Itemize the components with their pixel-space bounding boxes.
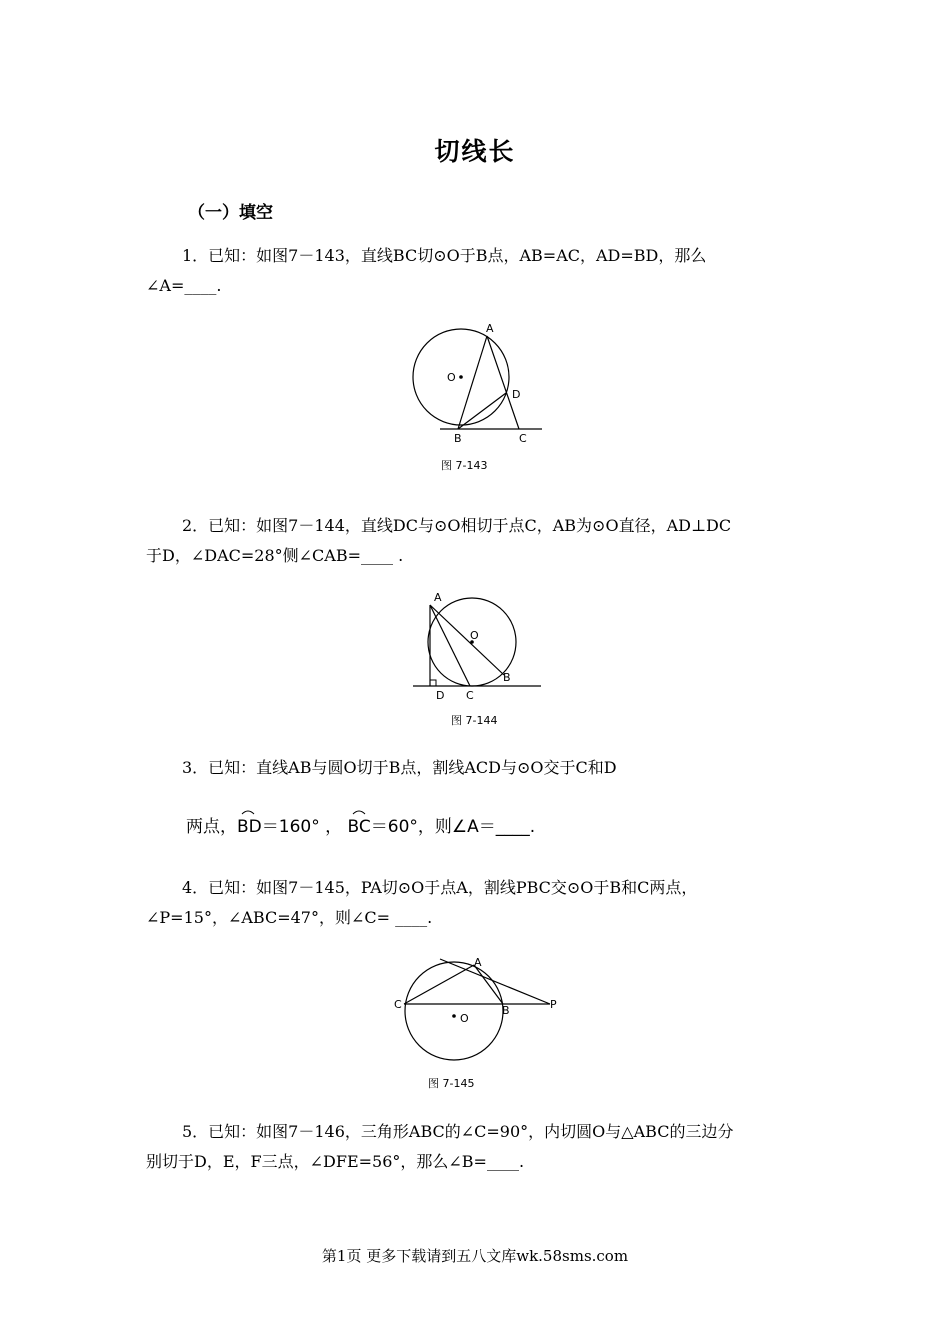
arc-bc-label: BC	[347, 817, 371, 837]
question-3-formula	[186, 815, 535, 839]
label-b: B	[503, 671, 511, 684]
arc-bd-label: BD	[237, 817, 262, 837]
label-b: B	[502, 1004, 510, 1017]
section-heading: （一）填空	[188, 203, 273, 223]
segment-ab	[474, 965, 503, 1004]
label-p: P	[550, 998, 557, 1011]
right-angle-mark	[430, 680, 436, 686]
figure-7-144	[410, 588, 550, 728]
question-1-line-2: ∠A=____.	[146, 276, 222, 295]
tangent-pa	[440, 959, 550, 1004]
formula-sep: ，	[325, 817, 343, 837]
segment-ab	[458, 336, 487, 429]
label-c: C	[466, 689, 474, 702]
figure-caption: 图 7-144	[451, 714, 498, 727]
formula-prefix: 两点，	[186, 817, 237, 837]
label-c: C	[394, 998, 402, 1011]
segment-bd	[458, 393, 506, 429]
segment-ac	[487, 336, 519, 429]
center-o-dot	[452, 1014, 456, 1018]
question-5-line-1: 5．已知：如图7－146，三角形ABC的∠C=90°，内切圆O与△ABC的三边分	[182, 1122, 734, 1141]
label-o: O	[470, 629, 479, 642]
question-4-line-1: 4．已知：如图7－145，PA切⊙O于点A，割线PBC交⊙O于B和C两点，	[182, 878, 698, 897]
center-o-dot	[459, 375, 463, 379]
formula-eq-1: ＝160°	[261, 817, 320, 837]
label-d: D	[436, 689, 445, 702]
figure-7-143	[400, 318, 560, 478]
formula-eq-2: ＝60°	[370, 817, 418, 837]
question-2-line-1: 2．已知：如图7－144，直线DC与⊙O相切于点C，AB为⊙O直径，AD⊥DC	[182, 516, 732, 535]
figure-caption: 图 7-145	[428, 1077, 475, 1090]
arc-icon	[241, 809, 255, 815]
arc-icon	[352, 809, 366, 815]
label-o: O	[447, 371, 456, 384]
label-c: C	[519, 432, 527, 445]
page-footer: 第1页 更多下载请到五八文库wk.58sms.com	[321, 1247, 629, 1265]
question-5-line-2: 别切于D，E，F三点，∠DFE=56°，那么∠B=____.	[146, 1152, 525, 1171]
label-o: O	[460, 1012, 469, 1025]
segment-ca	[404, 965, 474, 1004]
question-2-line-2: 于D，∠DAC=28°侧∠CAB=____ .	[146, 546, 404, 565]
label-b: B	[454, 432, 462, 445]
label-d: D	[512, 388, 521, 401]
segment-ac	[430, 605, 470, 686]
label-a: A	[486, 322, 494, 335]
question-1-line-1: 1．已知：如图7－143，直线BC切⊙O于B点，AB=AC，AD=BD，那么	[182, 246, 707, 265]
arc-bc	[348, 815, 371, 839]
question-3-line-1: 3．已知：直线AB与圆O切于B点，割线ACD与⊙O交于C和D	[182, 758, 617, 777]
diameter-ab	[430, 605, 504, 675]
formula-tail: ，则∠A＝____.	[417, 817, 536, 837]
figure-caption: 图 7-143	[441, 459, 488, 472]
label-a: A	[474, 956, 482, 969]
page-title: 切线长	[434, 137, 516, 166]
figure-7-145	[388, 950, 568, 1100]
question-4-line-2: ∠P=15°，∠ABC=47°，则∠C= ____.	[146, 908, 433, 927]
label-a: A	[434, 591, 442, 604]
arc-bd	[237, 815, 262, 839]
